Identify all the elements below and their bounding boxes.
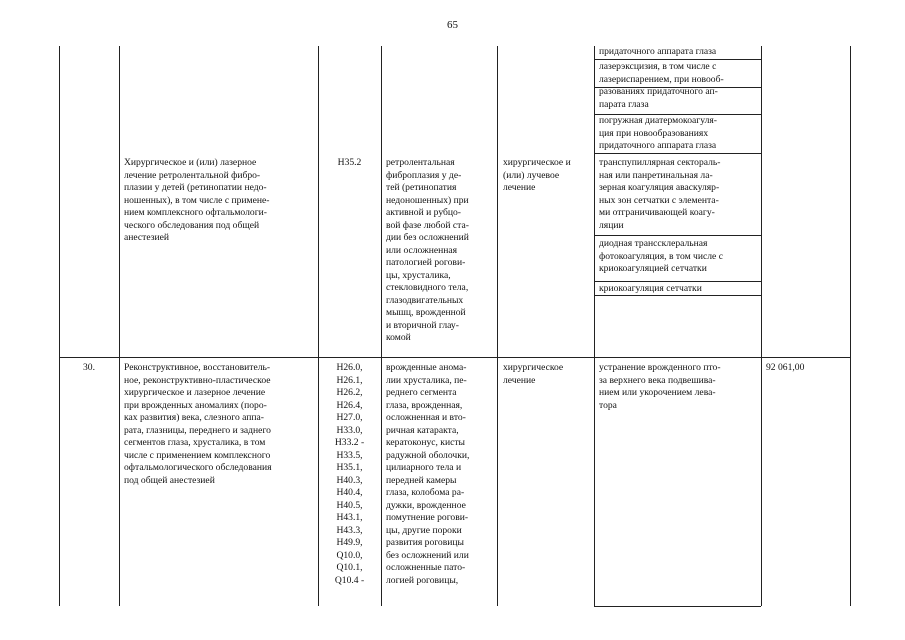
patient-model: и вторичной глау- bbox=[386, 319, 459, 331]
method-text: погружная диатермокоагуля- bbox=[599, 115, 717, 126]
icd-code: Q10.1, bbox=[336, 562, 363, 573]
care-type-name: хирургическое и лазерное лечение bbox=[124, 387, 266, 398]
icd-code: H43.1, bbox=[336, 512, 363, 523]
patient-model: глаза, врожденная, bbox=[386, 399, 463, 411]
icd-code: H33.5, bbox=[336, 449, 363, 461]
icd-code: H49.9, bbox=[336, 537, 363, 548]
patient-model: комой bbox=[386, 332, 411, 343]
care-type-name: анестезией bbox=[124, 232, 170, 243]
icd-code: H33.0, bbox=[336, 424, 363, 436]
method-text: придаточного аппарата глаза bbox=[599, 46, 717, 57]
patient-model: кератоконус, кисты bbox=[386, 437, 465, 448]
method-text: устранение врожденного пто- bbox=[599, 362, 721, 373]
treatment-type: лечение bbox=[503, 182, 536, 193]
method-text: ми отграничивающей коагу- bbox=[599, 207, 715, 218]
icd-code: H27.0, bbox=[336, 412, 363, 423]
patient-model: патологией рогови- bbox=[386, 257, 466, 268]
icd-code: H40.3, bbox=[336, 474, 363, 486]
icd-code: Q10.0, bbox=[336, 549, 363, 561]
method-text: криокоагуляция сетчатки bbox=[599, 283, 702, 294]
care-type-name: Хирургическое и (или) лазерное bbox=[124, 157, 257, 168]
method-text: ция при новообразованиях bbox=[599, 127, 709, 139]
icd-code: H33.2 - bbox=[334, 437, 365, 448]
method-text: придаточного аппарата глаза bbox=[599, 140, 717, 151]
icd-code: H40.5, bbox=[336, 499, 363, 511]
method-divider bbox=[594, 153, 761, 154]
care-type-name: нием комплексного офтальмологи- bbox=[124, 207, 267, 218]
patient-model: цилиарного тела и bbox=[386, 462, 462, 473]
patient-model: глаза, колобома ра- bbox=[386, 487, 465, 498]
cost-value: 92 061,00 bbox=[766, 362, 805, 373]
patient-model: осложненные пато- bbox=[386, 562, 466, 573]
patient-model: цы, другие пороки bbox=[386, 524, 462, 536]
patient-model: реднего сегмента bbox=[386, 387, 457, 398]
icd-code: H43.3, bbox=[336, 524, 363, 536]
care-type-name: рата, глазницы, переднего и заднего bbox=[124, 424, 271, 436]
page-number: 65 bbox=[447, 19, 458, 31]
icd-code: H40.4, bbox=[336, 487, 363, 498]
method-text: диодная транссклеральная bbox=[599, 238, 708, 249]
method-divider bbox=[594, 281, 761, 282]
patient-model: недоношенных) при bbox=[386, 194, 469, 206]
method-text: парата глаза bbox=[599, 98, 649, 110]
patient-model: вой фазе любой ста- bbox=[386, 219, 469, 231]
treatment-type: лечение bbox=[503, 374, 536, 386]
method-divider bbox=[594, 606, 761, 607]
patient-model: дужки, врожденное bbox=[386, 499, 466, 511]
method-text: ная или панретинальная ла- bbox=[599, 169, 713, 181]
method-text: транспупиллярная сектораль- bbox=[599, 157, 721, 168]
patient-model: стекловидного тела, bbox=[386, 282, 469, 293]
icd-code: H26.1, bbox=[336, 374, 363, 386]
patient-model: мышц, врожденной bbox=[386, 307, 466, 318]
method-text: фотокоагуляция, в том числе с bbox=[599, 250, 723, 262]
method-text: лазериспарением, при новооб- bbox=[599, 73, 724, 85]
icd-code: Q10.4 - bbox=[334, 574, 365, 586]
patient-model: лии хрусталика, пе- bbox=[386, 374, 467, 386]
icd-code: H26.0, bbox=[336, 362, 363, 373]
care-type-name: числе с применением комплексного bbox=[124, 449, 271, 461]
patient-model: дии без осложнений bbox=[386, 232, 469, 243]
method-text: разованиях придаточного ап- bbox=[599, 86, 718, 97]
method-divider bbox=[594, 59, 761, 60]
column-border bbox=[119, 46, 120, 606]
column-border bbox=[850, 46, 851, 606]
method-text: зерная коагуляция аваскуляр- bbox=[599, 182, 720, 193]
column-border bbox=[59, 46, 60, 606]
patient-model: развития роговицы bbox=[386, 537, 464, 548]
patient-model: ричная катаракта, bbox=[386, 424, 459, 436]
care-type-name: при врожденных аномалиях (поро- bbox=[124, 399, 267, 411]
column-border bbox=[381, 46, 382, 606]
method-text: тора bbox=[599, 399, 617, 411]
column-border bbox=[761, 46, 762, 606]
patient-model: тей (ретинопатия bbox=[386, 182, 457, 193]
treatment-type: хирургическое bbox=[503, 362, 564, 373]
patient-model: осложненная и вто- bbox=[386, 412, 466, 423]
patient-model: ретролентальная bbox=[386, 157, 455, 168]
care-type-name: Реконструктивное, восстановитель- bbox=[124, 362, 271, 373]
patient-model: глазодвигательных bbox=[386, 294, 464, 306]
row-number: 30. bbox=[83, 362, 95, 373]
care-type-name: ческого обследования под общей bbox=[124, 219, 260, 231]
patient-model: радужной оболочки, bbox=[386, 449, 470, 461]
care-type-name: сегментов глаза, хрусталика, в том bbox=[124, 437, 266, 448]
method-text: за верхнего века подвешива- bbox=[599, 374, 716, 386]
method-text: криокоагуляцией сетчатки bbox=[599, 263, 707, 274]
treatment-type: хирургическое и bbox=[503, 157, 571, 168]
method-text: лазерэксцизия, в том числе с bbox=[599, 61, 717, 72]
icd-code: H26.2, bbox=[336, 387, 363, 398]
care-type-name: офтальмологического обследования bbox=[124, 462, 272, 473]
patient-model: без осложнений или bbox=[386, 549, 469, 561]
patient-model: помутнение рогови- bbox=[386, 512, 469, 523]
patient-model: фиброплазия у де- bbox=[386, 169, 462, 181]
icd-code: H26.4, bbox=[336, 399, 363, 411]
care-type-name: ное, реконструктивно-пластическое bbox=[124, 374, 271, 386]
column-border bbox=[594, 46, 595, 606]
method-divider bbox=[594, 235, 761, 236]
method-text: ляции bbox=[599, 219, 624, 231]
patient-model: передней камеры bbox=[386, 474, 457, 486]
patient-model: врожденные анома- bbox=[386, 362, 467, 373]
care-type-name: ношенных), в том числе с примене- bbox=[124, 194, 270, 206]
row-divider bbox=[59, 357, 850, 358]
patient-model: активной и рубцо- bbox=[386, 207, 461, 218]
care-type-name: лечение ретролентальной фибро- bbox=[124, 169, 261, 181]
patient-model: цы, хрусталика, bbox=[386, 269, 451, 281]
treatment-type: (или) лучевое bbox=[503, 169, 560, 181]
column-border bbox=[497, 46, 498, 606]
patient-model: или осложненная bbox=[386, 244, 458, 256]
method-text: нием или укорочением лева- bbox=[599, 387, 716, 398]
care-type-name: ках развития) века, слезного аппа- bbox=[124, 412, 264, 423]
icd-code: H35.2 bbox=[337, 157, 362, 168]
method-text: ных зон сетчатки с элемента- bbox=[599, 194, 719, 206]
care-type-name: под общей анестезией bbox=[124, 474, 215, 486]
care-type-name: плазии у детей (ретинопатии недо- bbox=[124, 182, 267, 193]
icd-code: H35.1, bbox=[336, 462, 363, 473]
patient-model: логией роговицы, bbox=[386, 574, 459, 586]
